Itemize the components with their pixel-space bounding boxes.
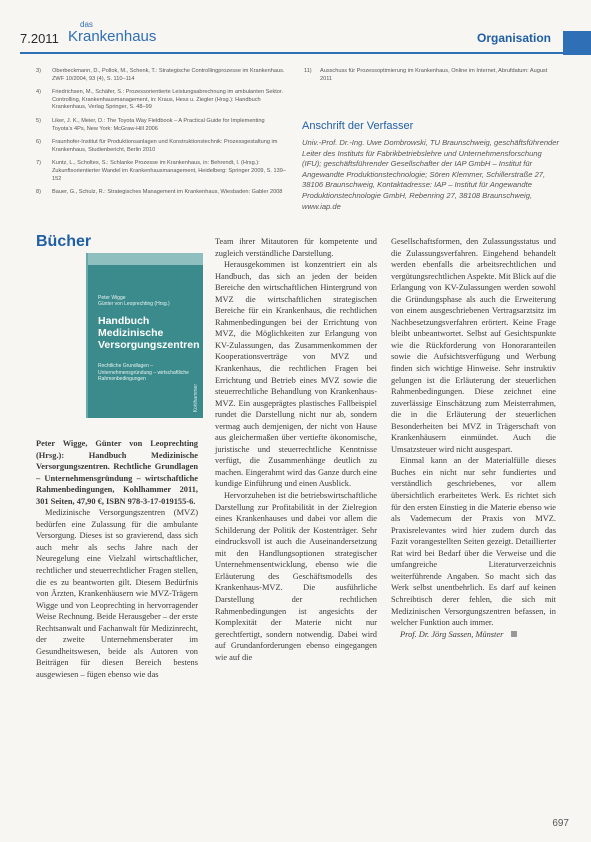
header-rule (20, 52, 591, 54)
review-paragraph: Hervorzuheben ist die betriebswirtschaftliche Darstellung zur Profitabilität in der Zielregion eines Krankenhauses und dabei vor allem die Schilderung der Politik der Kostenträger. Sehr eindrucksvoll ist auch die Auseinandersetzung mit den Handlungsoptionen strategischer Unternehmensentwicklung, ebenso wie die Erläuterung des Geschäftsmodells des Krankenhaus-MVZ. Die ausführliche Darstellung der rechtlichen Rahmenbedingungen ist angesichts der Komplexität der Materie nicht nur gerechtfertigt, sondern notwendig. Dabei wird auf Grundanforderungen ebenso eingegangen wie auf die (215, 491, 377, 662)
issue-number: 7.2011 (20, 31, 59, 46)
page-number: 697 (552, 818, 569, 829)
reference-list-right (304, 68, 558, 89)
citation-authors: Peter Wigge, Günter von Leoprechting (Hrsg.): (36, 439, 198, 460)
reference-item: 7) Kuntz, L., Scholtes, S.: Schlanke Prozesse im Krankenhaus, in: Behrendt, I. (Hrsg.): Zukunftsorientierter Wandel im Krankenhausmanagement, Heidelberg: Springer 2009, S. 139–152 (36, 160, 286, 182)
citation-details: Handbuch Medizinische Versorgungszentren. Rechtliche Grundlagen – Unternehmensgründung – wirtschaftliche Rahmenbedingungen, Kohlhammer 2011, 301 Seiten, 47,90 €, ISBN 978-3-17-019155-6. (36, 450, 198, 506)
reference-item: 3) Oberbeckmann, D., Pollok, M., Schenk, T.: Strategische Controllingprozesse im Krankenhaus. ZWF 10/2004, 93 (4), S. 110–114 (36, 68, 285, 82)
reference-item: 11) Ausschuss für Prozessoptimierung im Krankenhaus, Online im Internet, Abrufdatum: August 2011 (304, 68, 548, 82)
magazine-logo (68, 21, 156, 45)
reference-item: 5) Liker, J. K., Meier, D.: The Toyota Way Fieldbook – A Practical Guide for Implementing Toyota’s 4Ps, New York: McGraw-Hill 2006 (36, 117, 265, 132)
books-section-title: Bücher (36, 233, 92, 250)
book-cover-image (86, 253, 203, 418)
reference-item: 6) Fraunhofer-Institut für Produktionsanlagen und Konstruktionstechnik: Prozessgestaltung im Krankenhaus, Studienbericht, Berlin 2010 (36, 139, 278, 153)
review-paragraph: Herausgekommen ist konzentriert ein als Handbuch, das sich an jeden der beiden Bereiche den wirtschaftlichen Hintergrund von MVZ die wirtschaftlichen strategischen Bereiche für ein Krankenhaus, die rechtlichen Rahmenbedingungen bei der Errichtung von MVZ, die Möglichkeiten zur Erlangung von KV-Zulassungen, das Zusammenkommen der Kooperationsverträge von MVZ und Krankenhaus, die rechtlichen Fragen bei Errichtung und Betrieb eines MVZ sowie die steuerrechtliche Behandlung von Krankenhaus-MVZ. Ein ausgeprägtes plastisches Fallbeispiel rundet die Darstellung nicht nur ab, sondern vermag auch demjenigen, der nicht von Hause aus gleichermaßen über vertiefte ökonomische, juristische und steuerrechtliche Kenntnisse verfügt, die Zusammenhänge deutlich zu machen. Eingerahmt wird das Ganze durch eine kundige Einführung und einen Ausblick. (215, 260, 377, 489)
review-paragraph: Gesellschaftsformen, den Zulassungsstatus und die Zulassungsverfahren. Eingehend behandelt werden ebenfalls die arbeitsrechtlichen und vergütungsrechtlichen Aspekte. Mit Blick auf die Erlangung von KV-Zulassungen werden sowohl die Gründungsphase als auch die Erweiterung von einem ausgeschriebenen Vertragsarztsitz im Nachbesetzungsverfahren erörtert. Keine Frage bleibt unbeantwortet. Selbst auf Gesichtspunkte wie die Rückforderung von Honoraranteilen sowie die Aufsichtsverfügung und Werbung finden sich wichtige Hinweise. Sehr instruktiv gelungen ist die Erläuterung der steuerlichen Rahmenbedingungen. Diese zeichnet eine zuverlässige Einschätzung zum Meisterrahmen, die in die Erläuterung der steuerlichen Besonderheiten bei MVZ in Trägerschaft von Krankenhäusern einmündet. Auch die Umsatzsteuer wird nicht ausgespart. (391, 237, 556, 454)
review-paragraph: Medizinische Versorgungszentren (MVZ) bedürfen eine Zulassung für die ambulante Versorgung. Dieses ist so gravierend, dass sich auch mehr als sechs Jahre nach der Neuregelung eine Vielzahl wirtschaftlicher, rechtlicher und steuerrechtlicher Fragen stellen, die es zu beantworten gilt. Diesem Bedürfnis von Ärzten, Krankenhäusern wie MVZ-Trägern Wigge und von Leoprechting in hervorragender Weise Rechnung. Beide Herausgeber – der erste Rechtsanwalt und Fachanwalt für Medizinrecht, der zweite Unternehmensberater im Gesundheitswesen, beide als Autoren von Beiträgen für diesen Bereich bestens ausgewiesen – fügen ebenso wie das (36, 508, 198, 679)
cover-subtitle: Rechtliche Grundlagen – Unternehmensgründung – wirtschaftliche Rahmenbedingungen (98, 363, 189, 382)
page-header (0, 0, 591, 52)
review-column-1 (36, 438, 198, 680)
cover-authors: Peter Wigge Günter von Leoprechting (Hrsg.) (98, 295, 170, 307)
section-label: Organisation (476, 31, 551, 45)
review-paragraph: Einmal kann an der Materialfülle dieses Buches ein nicht nur sehr fundiertes und verständlich geschriebenes, vor allem übersichtlich erarbeitetes Werk. Es richtet sich für den ersten Einstieg in die Materie ebenso wie als Vademecum der Praxis von MVZ. Praxisrelevantes wird hier zudem durch das Fazit vorangestellten Seiten gezeigt. Detaillierter Rat wird bei Bedarf über die Verweise und die umfangreiche Literaturverzeichnis weiterführende Angaben. So macht sich das Werk selbst unentbehrlich. Es darf auf keinen Schreibtisch derer fehlen, die sich mit Medizinischen Versorgungszentren befassen, in welcher Funktion auch immer. (391, 456, 556, 628)
address-text: Univ.-Prof. Dr.-Ing. Uwe Dombrowski, TU Braunschweig, geschäftsführender Leiter des Instituts für Fabrikbetriebslehre und Unternehmensforschung (IFU); geschäftsführender Gesellschafter der IAP GmbH – Institut für Angewandte Produktionstechnologie; Sören Klemmer, Schillerstraße 27, 38106 Braunschweig, Kontaktadresse: IAP – Institut für Angewandte Produktionstechnologie GmbH, Rebenring 27, 38108 Braunschweig, www.iap.de (302, 138, 560, 211)
reviewer-signature: Prof. Dr. Jörg Sassen, Münster (391, 629, 556, 641)
magazine-logo-name: Krankenhaus (68, 28, 157, 45)
cover-publisher: Kohlhammer (193, 383, 199, 412)
magazine-logo-small: das (80, 20, 93, 29)
review-column-3 (391, 236, 556, 640)
cover-strip (88, 253, 203, 265)
review-paragraph: Team ihrer Mitautoren für kompetente und zugleich verständliche Darstellung. (215, 237, 377, 258)
address-title: Anschrift der Verfasser (302, 120, 414, 132)
reference-item: 8) Bauer, G., Schulz, R.: Strategisches Management im Krankenhaus, Wiesbaden: Gabler 2008 (36, 189, 283, 196)
review-column-2 (215, 236, 377, 663)
cover-title: Handbuch Medizinische Versorgungszentren (98, 315, 200, 351)
end-mark-icon (511, 631, 517, 637)
reference-item: 4) Friedrichsen, M., Schäfer, S.: Prozessorientierte Leistungsabrechnung im ambulanten Sektor. Controlling, Krankenhausmanagement, in: Kraus, Hess u. Ziegler (Hrsg.): Handbuch Krankenhaus, Verlag Springer, S. 48–99 (36, 89, 284, 111)
reference-list (36, 68, 286, 203)
book-citation (36, 438, 198, 507)
